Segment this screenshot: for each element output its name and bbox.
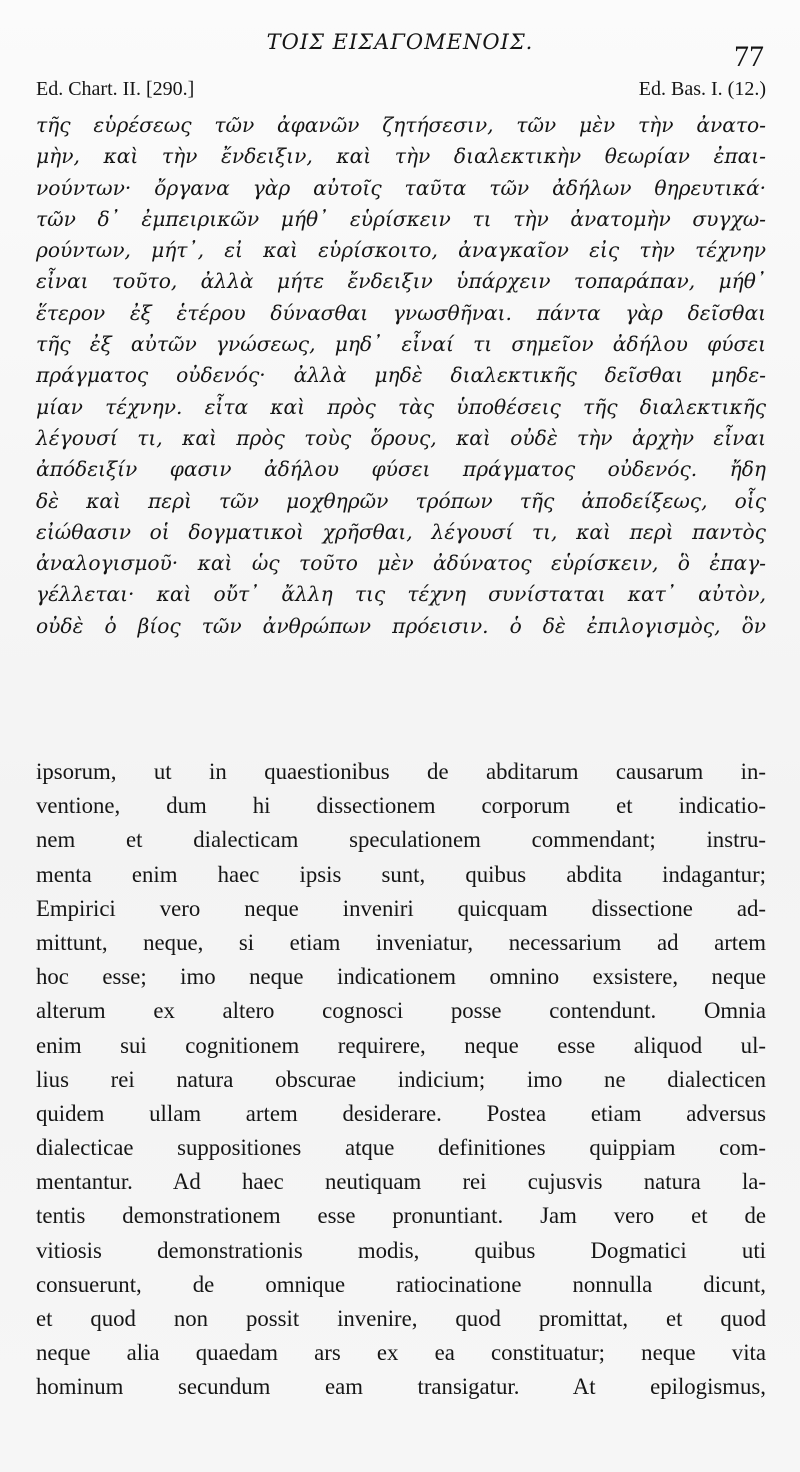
greek-line: δὲ καὶ περὶ τῶν μοχθηρῶν τρόπων τῆς ἀποδείξεως, οἷς <box>36 488 766 513</box>
greek-text-block <box>36 110 766 642</box>
latin-line: tentis demonstrationem esse pronuntiant. Jam vero et de <box>36 1203 766 1229</box>
greek-line: ἀναλογισμοῦ· καὶ ὡς τοῦτο μὲν ἀδύνατος εὑρίσκειν, ὃ ἐπαγ- <box>36 551 766 576</box>
latin-line: dialecticae suppositiones atque definitiones quippiam com- <box>36 1135 766 1161</box>
latin-line: enim sui cognitionem requirere, neque esse aliquod ul- <box>36 1032 766 1058</box>
greek-line: λέγουσί τι, καὶ πρὸς τοὺς ὅρους, καὶ οὐδὲ τὴν ἀρχὴν εἶναι <box>36 425 766 450</box>
greek-line: πράγματος οὐδενός· ἀλλὰ μηδὲ διαλεκτικῆς δεῖσθαι μηδε- <box>36 363 766 388</box>
latin-line: consuerunt, de omnique ratiocinatione nonnulla dicunt, <box>36 1271 766 1297</box>
latin-line: mentantur. Ad haec neutiquam rei cujusvis natura la- <box>36 1169 766 1195</box>
latin-line: ipsorum, ut in quaestionibus de abditarum causarum in- <box>36 759 766 784</box>
greek-line: νούντων· ὄργανα γὰρ αὐτοῖς ταῦτα τῶν ἀδήλων θηρευτικά· <box>36 175 766 200</box>
greek-line: τῆς ἐξ αὐτῶν γνώσεως, μηδ᾽ εἶναί τι σημεῖον ἀδήλου φύσει <box>36 332 766 357</box>
edition-reference-line <box>36 78 766 106</box>
greek-line: μίαν τέχνην. εἶτα καὶ πρὸς τὰς ὑποθέσεις τῆς διαλεκτικῆς <box>36 394 766 419</box>
latin-line: neque alia quaedam ars ex ea constituatur; neque vita <box>36 1340 766 1366</box>
latin-line: nem et dialecticam speculationem commendant; instru- <box>36 827 766 853</box>
latin-line: lius rei natura obscurae indicium; imo ne dialecticen <box>36 1066 766 1092</box>
latin-text-block <box>36 755 766 1405</box>
latin-line: ventione, dum hi dissectionem corporum et indicatio- <box>36 793 766 819</box>
greek-line: οὐδὲ ὁ βίος τῶν ἀνθρώπων πρόεισιν. ὁ δὲ ἐπιλογισμὸς, ὃν <box>36 613 766 638</box>
edition-reference-left: Ed. Chart. II. [290.] <box>36 78 195 100</box>
greek-line: εἶναι τοῦτο, ἀλλὰ μήτε ἔνδειξιν ὑπάρχειν τοπαράπαν, μήθ᾽ <box>36 269 766 294</box>
latin-line: menta enim haec ipsis sunt, quibus abdita indagantur; <box>36 861 766 887</box>
page-number: 77 <box>734 40 764 73</box>
greek-line: εἰώθασιν οἱ δογματικοὶ χρῆσθαι, λέγουσί τι, καὶ περὶ παντὸς <box>36 519 766 544</box>
latin-line: hoc esse; imo neque indicationem omnino exsistere, neque <box>36 964 766 990</box>
greek-line: τῶν δ᾽ ἐμπειρικῶν μήθ᾽ εὑρίσκειν τι τὴν ἀνατομὴν συγχω- <box>36 206 766 231</box>
latin-line: Empirici vero neque inveniri quicquam dissectione ad- <box>36 895 766 921</box>
latin-line: hominum secundum eam transigatur. At epilogismus, <box>36 1374 766 1400</box>
greek-line: τῆς εὑρέσεως τῶν ἀφανῶν ζητήσεσιν, τῶν μὲν τὴν ἀνατο- <box>36 113 766 137</box>
latin-line: vitiosis demonstrationis modis, quibus Dogmatici uti <box>36 1237 766 1263</box>
greek-line: ἀπόδειξίν φασιν ἀδήλου φύσει πράγματος οὐδενός. ἤδη <box>36 457 766 482</box>
page-header <box>0 30 800 73</box>
greek-line: ρούντων, μήτ᾽, εἰ καὶ εὑρίσκοιτο, ἀναγκαῖον εἰς τὴν τέχνην <box>36 238 766 263</box>
latin-line: alterum ex altero cognosci posse contendunt. Omnia <box>36 998 766 1024</box>
greek-line: μὴν, καὶ τὴν ἔνδειξιν, καὶ τὴν διαλεκτικὴν θεωρίαν ἐπαι- <box>36 144 766 169</box>
greek-line: γέλλεται· καὶ οὔτ᾽ ἄλλη τις τέχνη συνίσταται κατ᾽ αὐτὸν, <box>36 582 766 607</box>
latin-line: quidem ullam artem desiderare. Postea etiam adversus <box>36 1100 766 1126</box>
running-title: ΤΟΙΣ ΕΙΣΑΓΟΜΕΝΟΙΣ. <box>266 30 534 54</box>
edition-reference-right: Ed. Bas. I. (12.) <box>638 78 766 100</box>
latin-line: mittunt, neque, si etiam inveniatur, necessarium ad artem <box>36 929 766 955</box>
latin-line: et quod non possit invenire, quod promittat, et quod <box>36 1306 766 1331</box>
greek-line: ἕτερον ἐξ ἑτέρου δύνασθαι γνωσθῆναι. πάντα γὰρ δεῖσθαι <box>36 300 766 325</box>
